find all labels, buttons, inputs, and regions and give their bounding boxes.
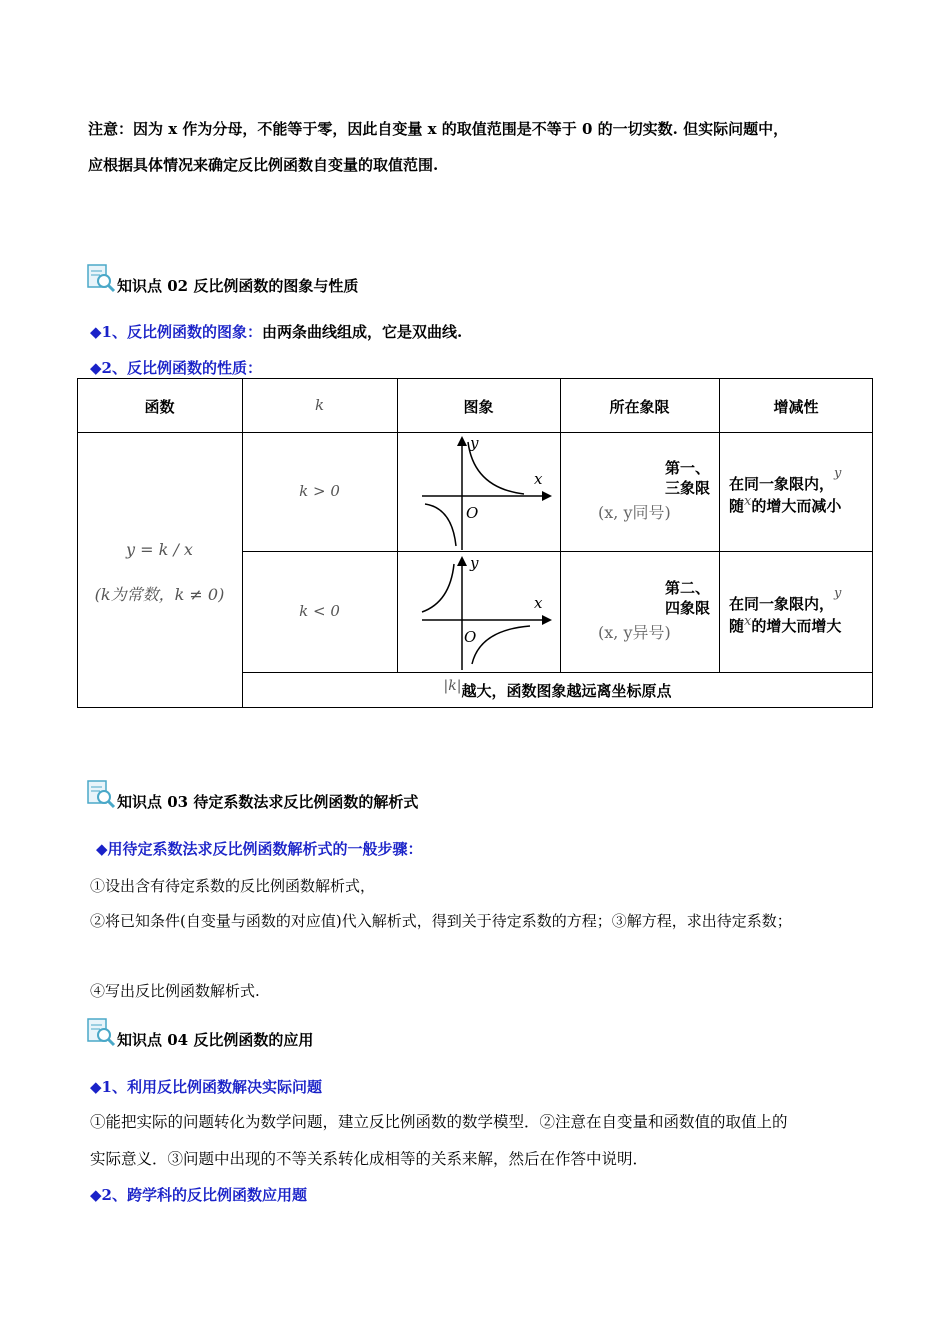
kp04-title: 知识点 04 反比例函数的应用 — [117, 1031, 314, 1049]
kp02-item1-label: ◆1、反比例函数的图象： — [90, 323, 262, 341]
footer-abs-k: |k| — [443, 678, 462, 694]
header-k: k — [314, 396, 325, 414]
kp02-item1-text: 由两条曲线组成，它是双曲线. — [261, 323, 463, 341]
graph1-origin-label: O — [466, 504, 479, 522]
row2-quadrant — [560, 578, 710, 618]
row2-mono-line3: 的增大而增大 — [751, 617, 842, 635]
function-expression: y = k / x — [126, 540, 193, 559]
magnifier-document-icon — [86, 262, 116, 294]
magnifier-document-icon — [86, 778, 116, 810]
table-footer — [242, 680, 873, 701]
row2-monotonicity — [729, 586, 869, 638]
note-line-2: 应根据具体情况来确定反比例函数自变量的取值范围. — [88, 156, 439, 174]
graph-negative-k — [402, 554, 557, 670]
kp03-step1: ①设出含有待定系数的反比例函数解析式， — [90, 877, 376, 895]
kp03-step4: ④写出反比例函数解析式. — [90, 982, 260, 1000]
kp03-title: 知识点 03 待定系数法求反比例函数的解析式 — [117, 793, 419, 811]
row2-quadrant-line2: 四象限 — [664, 599, 710, 617]
graph2-origin-label: O — [464, 628, 477, 646]
row1-quadrant-note: (x, y同号) — [598, 503, 671, 522]
row2-mono-line2: 随 — [729, 617, 745, 635]
kp02-item1 — [90, 321, 462, 342]
row2-quadrant-note: (x, y异号) — [598, 623, 671, 642]
row1-quadrant — [560, 458, 710, 498]
row1-var-y: y — [834, 466, 842, 481]
note-line-1: 注意：因为 x 作为分母，不能等于零，因此自变量 x 的取值范围是不等于 0 的一切实数. 但实际问题中， — [88, 120, 789, 138]
row2-k-condition: k < 0 — [299, 602, 340, 620]
row1-mono-line2: 随 — [729, 497, 745, 515]
row2-mono-line1: 在同一象限内， — [729, 595, 835, 613]
kp03-step2: ②将已知条件(自变量与函数的对应值)代入解析式，得到关于待定系数的方程；③解方程，求出待定系数； — [90, 912, 792, 930]
kp03-head: ◆用待定系数法求反比例函数解析式的一般步骤： — [96, 840, 423, 858]
row2-var-y: y — [834, 586, 842, 601]
kp04-para2: 实际意义．③问题中出现的不等关系转化成相等的关系来解，然后在作答中说明． — [90, 1150, 649, 1168]
graph1-y-label: y — [470, 434, 479, 452]
header-graph: 图象 — [463, 398, 494, 416]
footer-text: 越大，函数图象越远离坐标原点 — [461, 682, 672, 700]
row1-mono-line3: 的增大而减小 — [751, 497, 842, 515]
header-quadrant: 所在象限 — [609, 398, 670, 416]
graph2-x-label: x — [534, 594, 543, 612]
kp02-title: 知识点 02 反比例函数的图象与性质 — [117, 277, 359, 295]
row1-var-x: x — [744, 494, 752, 509]
kp02-item2: ◆2、反比例函数的性质： — [90, 359, 262, 377]
header-monotonicity: 增减性 — [773, 398, 819, 416]
kp04-para1: ①能把实际的问题转化为数学问题，建立反比例函数的数学模型．②注意在自变量和函数值的取值上的 — [90, 1113, 788, 1131]
row2-quadrant-line1: 第二、 — [664, 579, 710, 597]
row2-var-x: x — [744, 614, 752, 629]
row1-k-condition: k > 0 — [299, 482, 340, 500]
properties-table — [77, 378, 873, 708]
header-function: 函数 — [144, 398, 175, 416]
row1-quadrant-line1: 第一、 — [664, 459, 710, 477]
magnifier-document-icon — [86, 1016, 116, 1048]
graph2-y-label: y — [470, 554, 479, 572]
kp04-item1: ◆1、利用反比例函数解决实际问题 — [90, 1078, 322, 1096]
row1-mono-line1: 在同一象限内， — [729, 475, 835, 493]
function-note: (k为常数，k ≠ 0) — [94, 585, 225, 604]
kp04-item2: ◆2、跨学科的反比例函数应用题 — [90, 1186, 307, 1204]
graph-positive-k — [402, 434, 557, 550]
graph1-x-label: x — [534, 470, 543, 488]
row1-quadrant-line2: 三象限 — [664, 479, 710, 497]
row1-monotonicity — [729, 466, 869, 518]
